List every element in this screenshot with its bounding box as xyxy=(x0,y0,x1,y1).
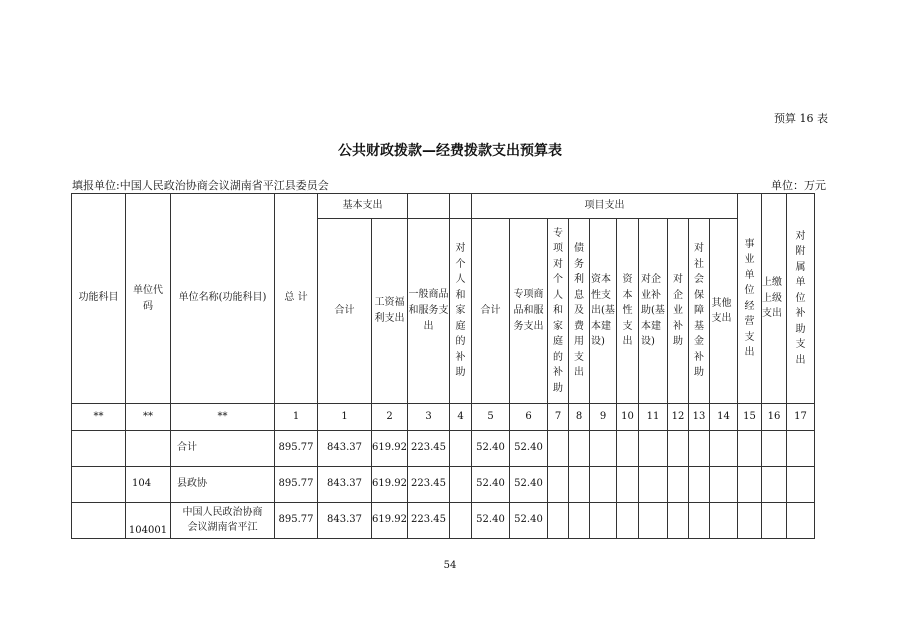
filing-unit: 填报单位:中国人民政治协商会议湖南省平江县委员会 xyxy=(72,179,329,192)
col-special-personal: 专项对个人和家庭的补助 xyxy=(548,219,569,404)
col-capital-basic: 资本性支出(基本建设) xyxy=(590,219,617,404)
col-project-total: 合计 xyxy=(472,219,510,404)
col-enterprise-basic: 对企业补助(基本建设) xyxy=(639,219,668,404)
amount-unit: 单位：万元 xyxy=(771,179,826,192)
col-basic-total: 合计 xyxy=(318,219,372,404)
col-project-group: 项目支出 xyxy=(472,194,738,219)
col-total: 总 计 xyxy=(275,194,318,404)
col-business: 事业单位经营支出 xyxy=(738,194,762,404)
col-capital: 资本性支出 xyxy=(617,219,639,404)
col-basic-group: 基本支出 xyxy=(318,194,408,219)
col-enterprise: 对企业补助 xyxy=(668,219,689,404)
table-row: 104001 中国人民政治协商会议湖南省平江 895.77 843.37 619.92 223.45 52.40 52.40 xyxy=(72,503,815,539)
col-other: 其他支出 xyxy=(710,219,738,404)
col-func-subject: 功能科目 xyxy=(72,194,126,404)
table-row: 合计 895.77 843.37 619.92 223.45 52.40 52.40 xyxy=(72,431,815,467)
page-title: 公共财政拨款—经费拨款支出预算表 xyxy=(338,143,562,159)
col-unit-code: 单位代码 xyxy=(126,194,171,404)
col-personal: 对个人和家庭的补助 xyxy=(450,219,472,404)
col-unit-name: 单位名称(功能科目) xyxy=(171,194,275,404)
col-special-goods: 专项商品和服务支出 xyxy=(510,219,548,404)
col-upper: 上缴上级支出 xyxy=(762,194,787,404)
index-row: ** ** ** 1 1 2 3 4 5 6 7 8 9 10 11 12 13 14 15 16 17 xyxy=(72,404,815,431)
col-affiliated: 对附属单位补助支出 xyxy=(787,194,815,404)
col-goods: 一般商品和服务支出 xyxy=(408,219,450,404)
form-number: 预算 16 表 xyxy=(774,112,828,125)
page-number: 54 xyxy=(443,560,457,571)
col-salary: 工资福利支出 xyxy=(372,219,408,404)
budget-table xyxy=(71,193,815,539)
col-debt: 债务利息及费用支出 xyxy=(569,219,590,404)
col-social: 对社会保障基金补助 xyxy=(689,219,710,404)
table-row: 104 县政协 895.77 843.37 619.92 223.45 52.40 52.40 xyxy=(72,467,815,503)
